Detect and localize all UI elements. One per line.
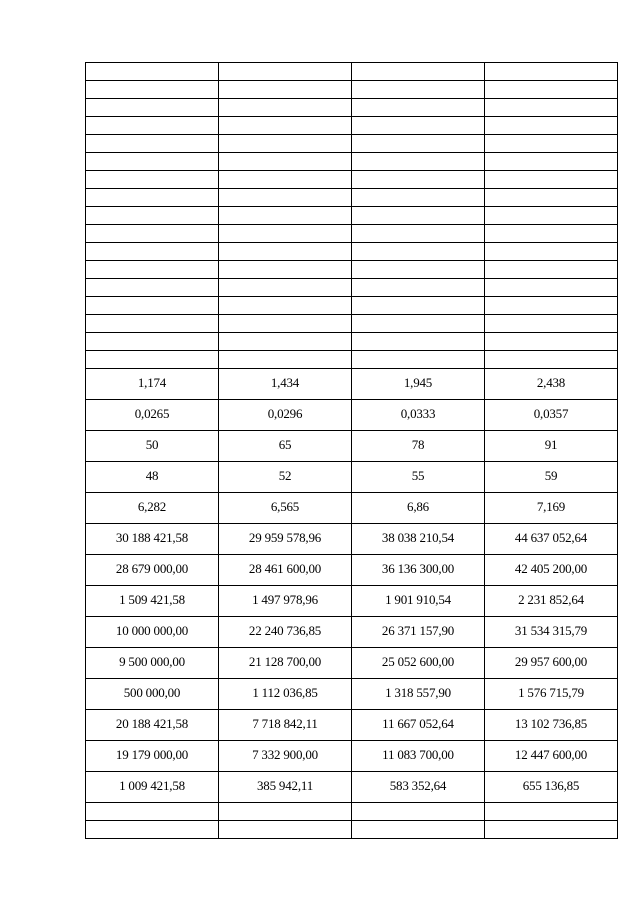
cell-value: 2 231 852,64 bbox=[518, 592, 584, 607]
cell-value: 11 083 700,00 bbox=[382, 747, 454, 762]
table-cell bbox=[219, 710, 352, 741]
cell-value: 26 371 157,90 bbox=[381, 623, 455, 638]
empty-cell bbox=[352, 315, 485, 333]
cell-value: 59 bbox=[544, 468, 558, 483]
cell-value: 42 405 200,00 bbox=[514, 561, 588, 576]
top-empty-row bbox=[86, 189, 618, 207]
table-cell bbox=[485, 462, 618, 493]
empty-cell bbox=[219, 279, 352, 297]
empty-cell bbox=[219, 171, 352, 189]
bottom-empty-row bbox=[86, 821, 618, 839]
table-cell bbox=[485, 524, 618, 555]
top-empty-row bbox=[86, 99, 618, 117]
table-row bbox=[86, 431, 618, 462]
empty-cell bbox=[86, 333, 219, 351]
table-cell bbox=[219, 555, 352, 586]
cell-value: 36 136 300,00 bbox=[381, 561, 455, 576]
empty-cell bbox=[485, 153, 618, 171]
table-cell bbox=[86, 555, 219, 586]
empty-cell bbox=[352, 351, 485, 369]
table-row bbox=[86, 400, 618, 431]
table-cell bbox=[86, 400, 219, 431]
empty-cell bbox=[485, 99, 618, 117]
empty-cell bbox=[86, 803, 219, 821]
top-empty-row bbox=[86, 63, 618, 81]
empty-cell bbox=[485, 189, 618, 207]
table-cell bbox=[86, 524, 219, 555]
empty-cell bbox=[352, 803, 485, 821]
cell-value: 0,0357 bbox=[533, 406, 569, 421]
table-cell bbox=[485, 741, 618, 772]
table-cell bbox=[485, 400, 618, 431]
cell-value: 22 240 736,85 bbox=[248, 623, 322, 638]
cell-value: 19 179 000,00 bbox=[115, 747, 189, 762]
cell-value: 583 352,64 bbox=[389, 778, 447, 793]
cell-value: 1 318 557,90 bbox=[385, 685, 451, 700]
table-cell bbox=[485, 772, 618, 803]
table-cell bbox=[219, 648, 352, 679]
empty-cell bbox=[219, 81, 352, 99]
empty-cell bbox=[86, 315, 219, 333]
cell-value: 2,438 bbox=[536, 375, 566, 390]
cell-value: 48 bbox=[145, 468, 159, 483]
table-cell bbox=[352, 648, 485, 679]
cell-value: 28 679 000,00 bbox=[115, 561, 189, 576]
table-cell bbox=[219, 493, 352, 524]
table-cell bbox=[352, 586, 485, 617]
cell-value: 1,945 bbox=[403, 375, 433, 390]
cell-value: 25 052 600,00 bbox=[381, 654, 455, 669]
empty-cell bbox=[219, 135, 352, 153]
empty-cell bbox=[219, 225, 352, 243]
table-cell bbox=[219, 772, 352, 803]
empty-cell bbox=[86, 171, 219, 189]
table-row bbox=[86, 648, 618, 679]
empty-cell bbox=[352, 821, 485, 839]
table-cell bbox=[86, 710, 219, 741]
cell-value: 6,565 bbox=[270, 499, 300, 514]
table-cell bbox=[352, 462, 485, 493]
table-cell bbox=[219, 617, 352, 648]
empty-cell bbox=[86, 279, 219, 297]
empty-cell bbox=[485, 63, 618, 81]
empty-cell bbox=[352, 225, 485, 243]
table-cell bbox=[219, 741, 352, 772]
cell-value: 78 bbox=[411, 437, 425, 452]
cell-value: 55 bbox=[411, 468, 425, 483]
table-cell bbox=[352, 617, 485, 648]
empty-cell bbox=[352, 333, 485, 351]
cell-value: 385 942,11 bbox=[256, 778, 314, 793]
empty-cell bbox=[485, 261, 618, 279]
cell-value: 29 957 600,00 bbox=[514, 654, 588, 669]
empty-cell bbox=[485, 207, 618, 225]
empty-cell bbox=[352, 207, 485, 225]
cell-value: 1,174 bbox=[137, 375, 167, 390]
top-empty-row bbox=[86, 225, 618, 243]
top-empty-row bbox=[86, 153, 618, 171]
empty-cell bbox=[352, 189, 485, 207]
empty-cell bbox=[86, 261, 219, 279]
empty-cell bbox=[485, 135, 618, 153]
cell-value: 1 112 036,85 bbox=[252, 685, 318, 700]
table-row bbox=[86, 462, 618, 493]
empty-cell bbox=[86, 297, 219, 315]
empty-cell bbox=[86, 207, 219, 225]
cell-value: 12 447 600,00 bbox=[514, 747, 588, 762]
table-row bbox=[86, 493, 618, 524]
table-cell bbox=[352, 741, 485, 772]
top-empty-row bbox=[86, 243, 618, 261]
empty-cell bbox=[219, 99, 352, 117]
table-cell bbox=[219, 369, 352, 400]
cell-value: 29 959 578,96 bbox=[248, 530, 322, 545]
table-row bbox=[86, 586, 618, 617]
cell-value: 0,0296 bbox=[267, 406, 303, 421]
data-table bbox=[85, 62, 618, 839]
empty-cell bbox=[352, 117, 485, 135]
cell-value: 50 bbox=[145, 437, 159, 452]
top-empty-row bbox=[86, 81, 618, 99]
cell-value: 0,0333 bbox=[400, 406, 436, 421]
cell-value: 20 188 421,58 bbox=[115, 716, 189, 731]
table-cell bbox=[86, 369, 219, 400]
cell-value: 31 534 315,79 bbox=[514, 623, 588, 638]
table-cell bbox=[485, 493, 618, 524]
cell-value: 65 bbox=[278, 437, 292, 452]
table-row bbox=[86, 524, 618, 555]
empty-cell bbox=[485, 243, 618, 261]
empty-cell bbox=[485, 117, 618, 135]
top-empty-row bbox=[86, 171, 618, 189]
top-empty-row bbox=[86, 117, 618, 135]
table-cell bbox=[352, 679, 485, 710]
empty-cell bbox=[219, 297, 352, 315]
table-cell bbox=[485, 710, 618, 741]
empty-cell bbox=[485, 279, 618, 297]
cell-value: 1,434 bbox=[270, 375, 300, 390]
empty-cell bbox=[86, 189, 219, 207]
table-cell bbox=[219, 586, 352, 617]
table-cell bbox=[352, 772, 485, 803]
table-row bbox=[86, 741, 618, 772]
cell-value: 10 000 000,00 bbox=[115, 623, 189, 638]
empty-cell bbox=[86, 225, 219, 243]
empty-cell bbox=[352, 297, 485, 315]
empty-cell bbox=[86, 117, 219, 135]
cell-value: 9 500 000,00 bbox=[119, 654, 185, 669]
top-empty-row bbox=[86, 279, 618, 297]
table-cell bbox=[219, 462, 352, 493]
empty-cell bbox=[485, 351, 618, 369]
empty-cell bbox=[485, 803, 618, 821]
empty-cell bbox=[485, 333, 618, 351]
empty-cell bbox=[219, 315, 352, 333]
empty-cell bbox=[219, 63, 352, 81]
top-empty-row bbox=[86, 207, 618, 225]
table-body bbox=[86, 63, 618, 839]
empty-cell bbox=[485, 225, 618, 243]
table-row bbox=[86, 369, 618, 400]
cell-value: 1 509 421,58 bbox=[119, 592, 185, 607]
cell-value: 1 497 978,96 bbox=[252, 592, 318, 607]
empty-cell bbox=[352, 243, 485, 261]
top-empty-row bbox=[86, 315, 618, 333]
table-cell bbox=[352, 400, 485, 431]
empty-cell bbox=[86, 243, 219, 261]
empty-cell bbox=[219, 261, 352, 279]
table-cell bbox=[352, 710, 485, 741]
cell-value: 91 bbox=[544, 437, 558, 452]
empty-cell bbox=[485, 171, 618, 189]
empty-cell bbox=[485, 297, 618, 315]
cell-value: 1 901 910,54 bbox=[385, 592, 451, 607]
cell-value: 6,86 bbox=[407, 499, 429, 514]
cell-value: 13 102 736,85 bbox=[514, 716, 588, 731]
cell-value: 21 128 700,00 bbox=[248, 654, 322, 669]
cell-value: 1 009 421,58 bbox=[119, 778, 185, 793]
empty-cell bbox=[352, 99, 485, 117]
empty-cell bbox=[219, 117, 352, 135]
table-cell bbox=[86, 493, 219, 524]
empty-cell bbox=[86, 135, 219, 153]
table-cell bbox=[86, 772, 219, 803]
empty-cell bbox=[219, 189, 352, 207]
table-cell bbox=[352, 369, 485, 400]
top-empty-row bbox=[86, 333, 618, 351]
cell-value: 655 136,85 bbox=[522, 778, 580, 793]
table-cell bbox=[485, 679, 618, 710]
empty-cell bbox=[485, 315, 618, 333]
table-cell bbox=[86, 648, 219, 679]
cell-value: 44 637 052,64 bbox=[514, 530, 588, 545]
table-cell bbox=[86, 431, 219, 462]
bottom-empty-row bbox=[86, 803, 618, 821]
empty-cell bbox=[86, 351, 219, 369]
table-cell bbox=[485, 648, 618, 679]
top-empty-row bbox=[86, 261, 618, 279]
empty-cell bbox=[219, 243, 352, 261]
table-cell bbox=[86, 741, 219, 772]
empty-cell bbox=[86, 63, 219, 81]
table-cell bbox=[485, 617, 618, 648]
empty-cell bbox=[86, 99, 219, 117]
empty-cell bbox=[219, 803, 352, 821]
empty-cell bbox=[352, 63, 485, 81]
table-row bbox=[86, 710, 618, 741]
table-cell bbox=[485, 369, 618, 400]
table-cell bbox=[86, 679, 219, 710]
cell-value: 7 718 842,11 bbox=[252, 716, 318, 731]
empty-cell bbox=[352, 153, 485, 171]
empty-cell bbox=[86, 153, 219, 171]
cell-value: 500 000,00 bbox=[123, 685, 181, 700]
empty-cell bbox=[219, 333, 352, 351]
empty-cell bbox=[219, 153, 352, 171]
table-cell bbox=[352, 431, 485, 462]
table-row bbox=[86, 617, 618, 648]
empty-cell bbox=[219, 351, 352, 369]
top-empty-row bbox=[86, 297, 618, 315]
table-row bbox=[86, 679, 618, 710]
table-cell bbox=[219, 431, 352, 462]
empty-cell bbox=[352, 135, 485, 153]
cell-value: 1 576 715,79 bbox=[518, 685, 584, 700]
empty-cell bbox=[485, 821, 618, 839]
table-row bbox=[86, 772, 618, 803]
empty-cell bbox=[86, 81, 219, 99]
empty-cell bbox=[485, 81, 618, 99]
table-cell bbox=[485, 586, 618, 617]
cell-value: 7,169 bbox=[536, 499, 566, 514]
table-cell bbox=[219, 524, 352, 555]
top-empty-row bbox=[86, 135, 618, 153]
cell-value: 30 188 421,58 bbox=[115, 530, 189, 545]
cell-value: 38 038 210,54 bbox=[381, 530, 455, 545]
table-row bbox=[86, 555, 618, 586]
empty-cell bbox=[352, 171, 485, 189]
table-cell bbox=[352, 524, 485, 555]
table-cell bbox=[219, 679, 352, 710]
table-cell bbox=[485, 555, 618, 586]
empty-cell bbox=[86, 821, 219, 839]
top-empty-row bbox=[86, 351, 618, 369]
empty-cell bbox=[352, 279, 485, 297]
empty-cell bbox=[352, 261, 485, 279]
table-cell bbox=[352, 555, 485, 586]
table-cell bbox=[352, 493, 485, 524]
cell-value: 28 461 600,00 bbox=[248, 561, 322, 576]
cell-value: 11 667 052,64 bbox=[382, 716, 454, 731]
table-cell bbox=[86, 586, 219, 617]
empty-cell bbox=[352, 81, 485, 99]
cell-value: 7 332 900,00 bbox=[252, 747, 318, 762]
table-cell bbox=[485, 431, 618, 462]
table-cell bbox=[86, 462, 219, 493]
cell-value: 6,282 bbox=[137, 499, 167, 514]
empty-cell bbox=[219, 821, 352, 839]
table-cell bbox=[219, 400, 352, 431]
table-cell bbox=[86, 617, 219, 648]
cell-value: 0,0265 bbox=[134, 406, 170, 421]
empty-cell bbox=[219, 207, 352, 225]
cell-value: 52 bbox=[278, 468, 292, 483]
